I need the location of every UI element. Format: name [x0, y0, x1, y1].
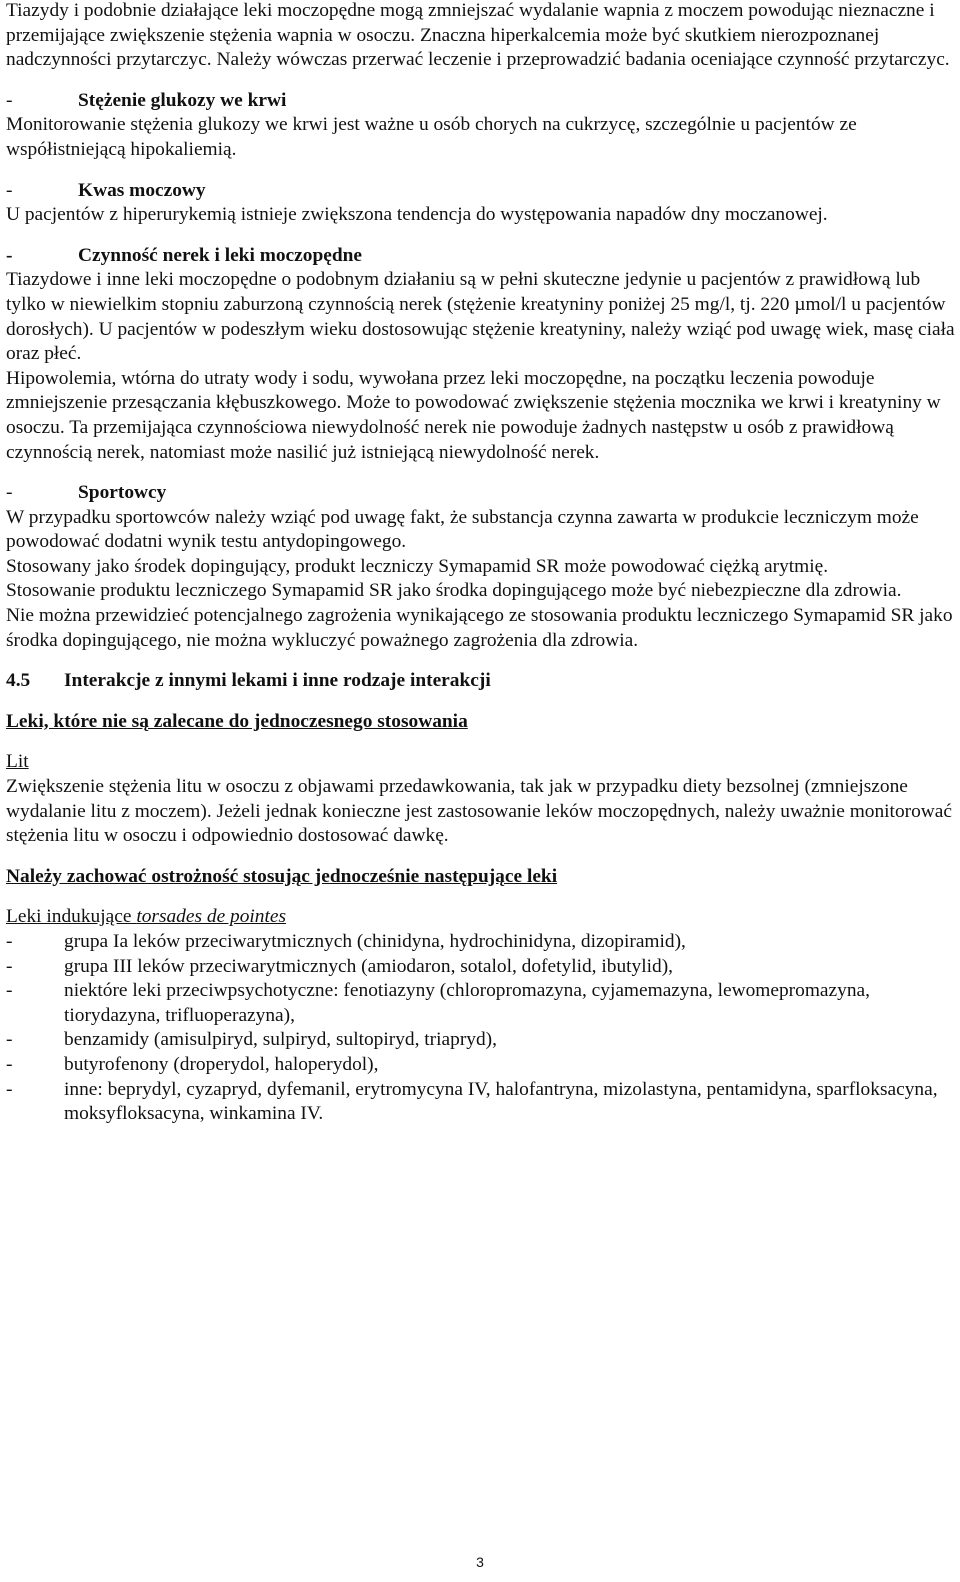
- list-dash: -: [6, 980, 13, 1002]
- list-item-text: benzamidy (amisulpiryd, sulpiryd, sultopiryd, triapryd),: [64, 1029, 497, 1051]
- torsades-subheading: [6, 905, 956, 930]
- page-number: 3: [476, 1554, 484, 1570]
- torsades-italic: torsades de pointes: [136, 906, 287, 928]
- glucose-title: Stężenie glukozy we krwi: [78, 89, 287, 111]
- list-item-text: niektóre leki przeciwpsychotyczne: fenotiazyny (chloropromazyna, cyjamemazyna, lewomepromazyna, tiorydazyna, trifluoperazyna),: [64, 980, 870, 1026]
- list-item-text: grupa III leków przeciwarytmicznych (amiodaron, sotalol, dofetylid, ibutylid),: [64, 955, 673, 977]
- uric-heading: [6, 179, 956, 204]
- list-dash: -: [6, 1053, 13, 1075]
- list-item: [6, 930, 956, 955]
- uric-title: Kwas moczowy: [78, 179, 206, 201]
- sport-title: Sportowcy: [78, 482, 167, 504]
- list-item: [6, 955, 956, 980]
- sport-paragraph-3: Stosowanie produktu leczniczego Symapamid SR jako środka dopingującego może być niebezpieczne dla zdrowia.: [6, 580, 902, 602]
- glucose-text: Monitorowanie stężenia glukozy we krwi jest ważne u osób chorych na cukrzycę, szczególnie u pacjentów ze współistniejącą hipokaliemią.: [6, 114, 857, 160]
- glucose-heading: [6, 89, 956, 114]
- torsades-drug-list: [6, 930, 956, 1127]
- document-page: [6, 0, 956, 1127]
- list-item: [6, 979, 956, 1028]
- kidney-paragraph-2: Hipowolemia, wtórna do utraty wody i sodu, wywołana przez leki moczopędne, na początku leczenia powoduje zmniejszenie przesączania kłębuszkowego. Może to powodować zwiększenie stężenia mocznika we krwi i kreatyniny w osoczu. Ta przemijająca czynnościowa niewydolność nerek nie powoduje żadnych następstw u osób z prawidłową czynnością nerek, natomiast może nasilić już istniejącą niewydolność nerek.: [6, 367, 941, 463]
- sport-heading: [6, 481, 956, 506]
- list-dash: -: [6, 1078, 13, 1100]
- section-title: Interakcje z innymi lekami i inne rodzaje interakcji: [64, 670, 491, 692]
- list-item-text: inne: beprydyl, cyzapryd, dyfemanil, erytromycyna IV, halofantryna, mizolastyna, pentamidyna, sparfloksacyna, moksyfloksacyna, winkamina IV.: [64, 1078, 938, 1125]
- sport-paragraph-1: W przypadku sportowców należy wziąć pod uwagę fakt, że substancja czynna zawarta w produkcie leczniczym może powodować dodatni wynik testu antydopingowego.: [6, 506, 919, 553]
- list-item-text: butyrofenony (droperydol, haloperydol),: [64, 1053, 379, 1075]
- not-recommended-heading: Leki, które nie są zalecane do jednoczesnego stosowania: [6, 710, 468, 732]
- section-4-5-heading: [6, 669, 956, 694]
- list-item: [6, 1078, 956, 1127]
- kidney-heading: [6, 244, 956, 269]
- list-dash: -: [6, 1029, 13, 1051]
- list-dash: -: [6, 931, 13, 952]
- glucose-dash: -: [6, 89, 13, 111]
- uric-dash: -: [6, 179, 13, 201]
- list-item-text: grupa Ia leków przeciwarytmicznych (chinidyna, hydrochinidyna, dizopiramid),: [64, 931, 686, 952]
- kidney-title: Czynność nerek i leki moczopędne: [78, 244, 363, 266]
- lit-label: Lit: [6, 751, 29, 773]
- sport-paragraph-4: Nie można przewidzieć potencjalnego zagrożenia wynikającego ze stosowania produktu leczniczego Symapamid SR jako środka dopingującego, nie można wykluczyć poważnego zagrożenia dla zdrowia.: [6, 605, 953, 651]
- sport-paragraph-2: Stosowany jako środek dopingujący, produkt leczniczy Symapamid SR może powodować ciężką arytmię.: [6, 555, 829, 577]
- kidney-dash: -: [6, 244, 13, 266]
- lit-text: Zwiększenie stężenia litu w osoczu z objawami przedawkowania, tak jak w przypadku diety bezsolnej (zmniejszone wydalanie litu z moczem). Jeżeli jednak konieczne jest zastosowanie leków moczopędnych, należy uważnie monitorować stężenia litu w osoczu i odpowiednio dostosować dawkę.: [6, 776, 953, 847]
- list-item: [6, 1053, 956, 1078]
- caution-heading: Należy zachować ostrożność stosując jednocześnie następujące leki: [6, 865, 558, 887]
- sport-dash: -: [6, 482, 13, 504]
- uric-text: U pacjentów z hiperurykemią istnieje zwiększona tendencja do występowania napadów dny moczanowej.: [6, 204, 828, 226]
- list-item: [6, 1028, 956, 1053]
- list-dash: -: [6, 955, 13, 977]
- section-number: 4.5: [6, 670, 31, 692]
- kidney-paragraph-1: Tiazydowe i inne leki moczopędne o podobnym działaniu są w pełni skuteczne jedynie u pacjentów z prawidłową lub tylko w niewielkim stopniu zaburzoną czynnością nerek (stężenie kreatyniny poniżej 25 mg/l, tj. 220 µmol/l u pacjentów dorosłych). U pacjentów w podeszłym wieku dostosowując stężenie kreatyniny, należy wziąć pod uwagę wiek, masę ciała oraz płeć.: [6, 269, 955, 365]
- torsades-prefix: Leki indukujące: [6, 906, 137, 928]
- intro-paragraph: Tiazydy i podobnie działające leki moczopędne mogą zmniejszać wydalanie wapnia z moczem powodując nieznaczne i przemijające zwiększenie stężenia wapnia w osoczu. Znaczna hiperkalcemia może być skutkiem nierozpoznanej nadczynności przytarczyc. Należy wówczas przerwać leczenie i przeprowadzić badania oceniające czynność przytarczyc.: [6, 0, 950, 71]
